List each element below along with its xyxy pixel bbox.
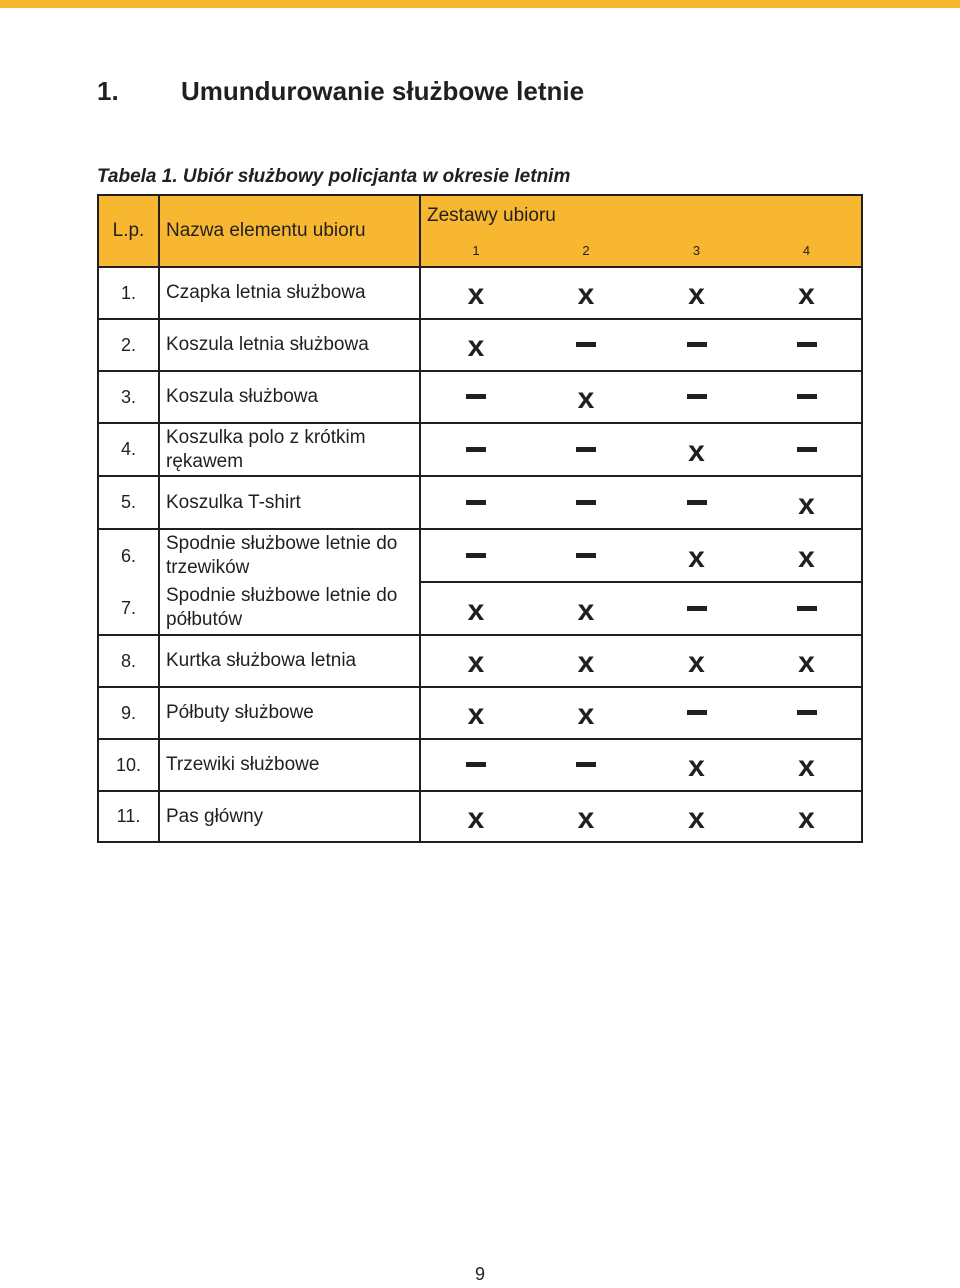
not-included-mark: [466, 447, 486, 452]
not-included-mark: [687, 500, 707, 505]
page-title: [97, 76, 584, 107]
set-3-cell: [641, 371, 752, 423]
row-number: 5.: [98, 476, 159, 529]
included-mark: x: [798, 487, 815, 521]
item-name: Koszula służbowa: [159, 371, 420, 423]
header-set-number: 3: [641, 235, 752, 267]
item-name: Spodnie służbowe letnie do trzewików: [159, 529, 420, 582]
table-row: [98, 635, 862, 687]
set-1-cell: [420, 635, 531, 687]
set-1-cell: [420, 529, 531, 582]
header-set-number: 1: [420, 235, 531, 267]
set-3-cell: [641, 267, 752, 319]
row-number: 10.: [98, 739, 159, 791]
row-number: 8.: [98, 635, 159, 687]
set-4-cell: [752, 423, 862, 476]
set-1-cell: [420, 371, 531, 423]
page-number: 9: [474, 1264, 485, 1284]
set-3-cell: [641, 739, 752, 791]
item-name: Koszula letnia służbowa: [159, 319, 420, 371]
not-included-mark: [466, 553, 486, 558]
set-4-cell: [752, 582, 862, 635]
included-mark: x: [688, 801, 705, 835]
set-3-cell: [641, 687, 752, 739]
included-mark: x: [467, 593, 485, 627]
set-3-cell: [641, 476, 752, 529]
section-title: Umundurowanie służbowe letnie: [181, 76, 585, 106]
section-number: 1.: [97, 76, 119, 106]
table-row: [98, 739, 862, 791]
table-row: [98, 267, 862, 319]
set-3-cell: [641, 529, 752, 582]
included-mark: x: [467, 330, 485, 363]
set-1-cell: [420, 739, 531, 791]
not-included-mark: [797, 394, 817, 399]
set-4-cell: [752, 267, 862, 319]
included-mark: x: [688, 646, 705, 679]
set-2-cell: [531, 687, 641, 739]
included-mark: x: [577, 593, 595, 627]
included-mark: x: [467, 646, 485, 679]
set-2-cell: [531, 319, 641, 371]
set-2-cell: [531, 267, 641, 319]
top-accent-bar: [0, 0, 960, 8]
row-number: 6.: [98, 529, 159, 582]
set-4-cell: [752, 739, 862, 791]
not-included-mark: [466, 500, 486, 505]
set-3-cell: [641, 423, 752, 476]
set-4-cell: [752, 529, 862, 582]
not-included-mark: [466, 762, 486, 767]
not-included-mark: [576, 342, 596, 347]
included-mark: x: [577, 698, 595, 731]
set-4-cell: [752, 371, 862, 423]
set-4-cell: [752, 791, 862, 842]
not-included-mark: [687, 710, 707, 715]
not-included-mark: [687, 606, 707, 611]
table-body: [98, 267, 862, 842]
table-caption: Tabela 1. Ubiór służbowy policjanta w okresie letnim: [97, 166, 571, 187]
row-number: 9.: [98, 687, 159, 739]
included-mark: x: [577, 382, 595, 415]
set-1-cell: [420, 267, 531, 319]
table-row: [98, 582, 862, 635]
set-1-cell: [420, 319, 531, 371]
included-mark: x: [798, 646, 815, 679]
table-row: [98, 791, 862, 842]
set-2-cell: [531, 423, 641, 476]
not-included-mark: [576, 500, 596, 505]
item-name: Koszulka T-shirt: [159, 476, 420, 529]
set-3-cell: [641, 635, 752, 687]
header-sets: Zestawy ubioru: [420, 195, 862, 235]
item-name: Trzewiki służbowe: [159, 739, 420, 791]
included-mark: x: [798, 540, 815, 574]
set-4-cell: [752, 687, 862, 739]
header-lp: L.p.: [98, 195, 159, 267]
set-2-cell: [531, 739, 641, 791]
set-3-cell: [641, 319, 752, 371]
not-included-mark: [687, 394, 707, 399]
not-included-mark: [576, 762, 596, 767]
item-name: Pas główny: [159, 791, 420, 842]
not-included-mark: [797, 342, 817, 347]
item-name: Kurtka służbowa letnia: [159, 635, 420, 687]
included-mark: x: [688, 434, 705, 468]
included-mark: x: [798, 750, 815, 783]
table-row: [98, 371, 862, 423]
row-number: 2.: [98, 319, 159, 371]
included-mark: x: [798, 801, 815, 835]
table-row: [98, 687, 862, 739]
set-1-cell: [420, 423, 531, 476]
item-name: Spodnie służbowe letnie do półbutów: [159, 582, 420, 635]
row-number: 7.: [98, 582, 159, 635]
set-2-cell: [531, 791, 641, 842]
set-2-cell: [531, 582, 641, 635]
header-set-number: 2: [531, 235, 641, 267]
row-number: 1.: [98, 267, 159, 319]
set-2-cell: [531, 529, 641, 582]
header-name: Nazwa elementu ubioru: [159, 195, 420, 267]
not-included-mark: [466, 394, 486, 399]
set-1-cell: [420, 476, 531, 529]
not-included-mark: [576, 447, 596, 452]
included-mark: x: [688, 540, 705, 574]
included-mark: x: [467, 698, 485, 731]
included-mark: x: [467, 801, 485, 835]
set-2-cell: [531, 635, 641, 687]
not-included-mark: [797, 710, 817, 715]
table-row: [98, 529, 862, 582]
table-row: [98, 319, 862, 371]
not-included-mark: [797, 447, 817, 452]
included-mark: x: [798, 278, 815, 311]
table-row: [98, 476, 862, 529]
included-mark: x: [577, 646, 595, 679]
set-4-cell: [752, 635, 862, 687]
not-included-mark: [576, 553, 596, 558]
set-3-cell: [641, 791, 752, 842]
row-number: 11.: [98, 791, 159, 842]
included-mark: x: [467, 278, 485, 311]
included-mark: x: [688, 750, 705, 783]
header-set-number: 4: [752, 235, 862, 267]
set-1-cell: [420, 687, 531, 739]
uniform-table: [97, 194, 863, 843]
set-1-cell: [420, 791, 531, 842]
set-2-cell: [531, 371, 641, 423]
set-1-cell: [420, 582, 531, 635]
set-4-cell: [752, 476, 862, 529]
item-name: Czapka letnia służbowa: [159, 267, 420, 319]
item-name: Półbuty służbowe: [159, 687, 420, 739]
not-included-mark: [797, 606, 817, 611]
set-2-cell: [531, 476, 641, 529]
item-name: Koszulka polo z krótkim rękawem: [159, 423, 420, 476]
set-3-cell: [641, 582, 752, 635]
table-row: [98, 423, 862, 476]
included-mark: x: [688, 278, 705, 311]
row-number: 4.: [98, 423, 159, 476]
row-number: 3.: [98, 371, 159, 423]
set-4-cell: [752, 319, 862, 371]
included-mark: x: [577, 801, 595, 835]
not-included-mark: [687, 342, 707, 347]
included-mark: x: [577, 278, 595, 311]
